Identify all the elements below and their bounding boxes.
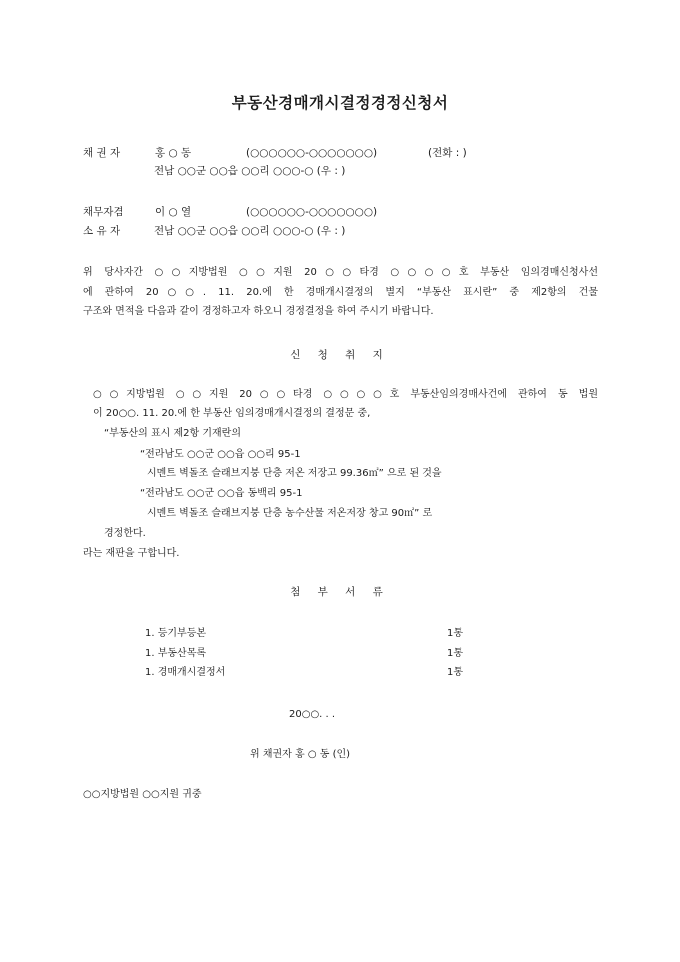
owner-label: 소 유 자 (83, 225, 121, 237)
attachment-item: 1. 등기부등본 (145, 628, 207, 639)
date-line: 20○○. . . (289, 709, 336, 720)
purpose-line: 이 20○○. 11. 20.에 한 부동산 임의경매개시결정의 결정문 중, (93, 408, 371, 419)
debtor-address: 전남 ○○군 ○○읍 ○○리 ○○○-○ (우 : ) (154, 225, 346, 237)
purpose-line: 시멘트 벽돌조 슬래브지붕 단층 저온 저장고 99.36㎡” 으로 된 것을 (147, 468, 442, 479)
attachment-count: 1통 (447, 648, 464, 659)
attachment-item: 1. 부동산목록 (145, 648, 207, 659)
creditor-address: 전남 ○○군 ○○읍 ○○리 ○○○-○ (우 : ) (154, 165, 346, 177)
purpose-line: 시멘트 벽돌조 슬래브지붕 단층 농수산물 저온저장 창고 90㎡” 로 (147, 508, 433, 519)
purpose-line: “부동산의 표시 제2항 기재란의 (104, 428, 241, 439)
debtor-label: 채무자겸 (83, 206, 124, 218)
debtor-id: (○○○○○○-○○○○○○○) (246, 206, 378, 218)
purpose-line: ○○지방법원 ○○지원 20○○타경 ○○○○호 부동산임의경매사건에 관하여 동 법원 (93, 389, 598, 400)
purpose-line: “전라남도 ○○군 ○○읍 동백리 95-1 (140, 488, 303, 499)
creditor-id: (○○○○○○-○○○○○○○) (246, 147, 378, 159)
court-addressee: ○○지방법원 ○○지원 귀중 (83, 789, 202, 800)
debtor-name: 이 ○ 열 (155, 206, 192, 218)
attachment-count: 1통 (447, 667, 464, 678)
attachment-count: 1통 (447, 628, 464, 639)
purpose-line: 라는 재판을 구합니다. (83, 548, 180, 559)
attachment-item: 1. 경매개시결정서 (145, 667, 226, 678)
section-heading-attachments: 첨 부 서 류 (290, 586, 390, 598)
signature-line: 위 채권자 홍 ○ 동 (인) (250, 749, 351, 760)
body-line: 위 당사자간 ○○지방법원 ○○지원 20○○타경 ○○○○호 부동산 임의경매신청사선 (83, 267, 598, 278)
creditor-name: 홍 ○ 동 (155, 147, 192, 159)
body-line: 에 관하여 20○○. 11. 20.에 한 경매개시결정의 별지 “부동산 표시란” 중 제2항의 건물 (83, 287, 598, 298)
body-line: 구조와 면적을 다음과 같이 경정하고자 하오니 경정결정을 하여 주시기 바랍니다. (83, 306, 434, 317)
creditor-phone: (전화 : ) (428, 147, 467, 159)
creditor-label: 채 권 자 (83, 147, 121, 159)
purpose-line: “전라남도 ○○군 ○○읍 ○○리 95-1 (140, 449, 301, 460)
purpose-line: 경정한다. (104, 528, 146, 539)
document-title: 부동산경매개시결정경정신청서 (231, 94, 449, 112)
section-heading-purpose: 신 청 취 지 (290, 349, 390, 361)
